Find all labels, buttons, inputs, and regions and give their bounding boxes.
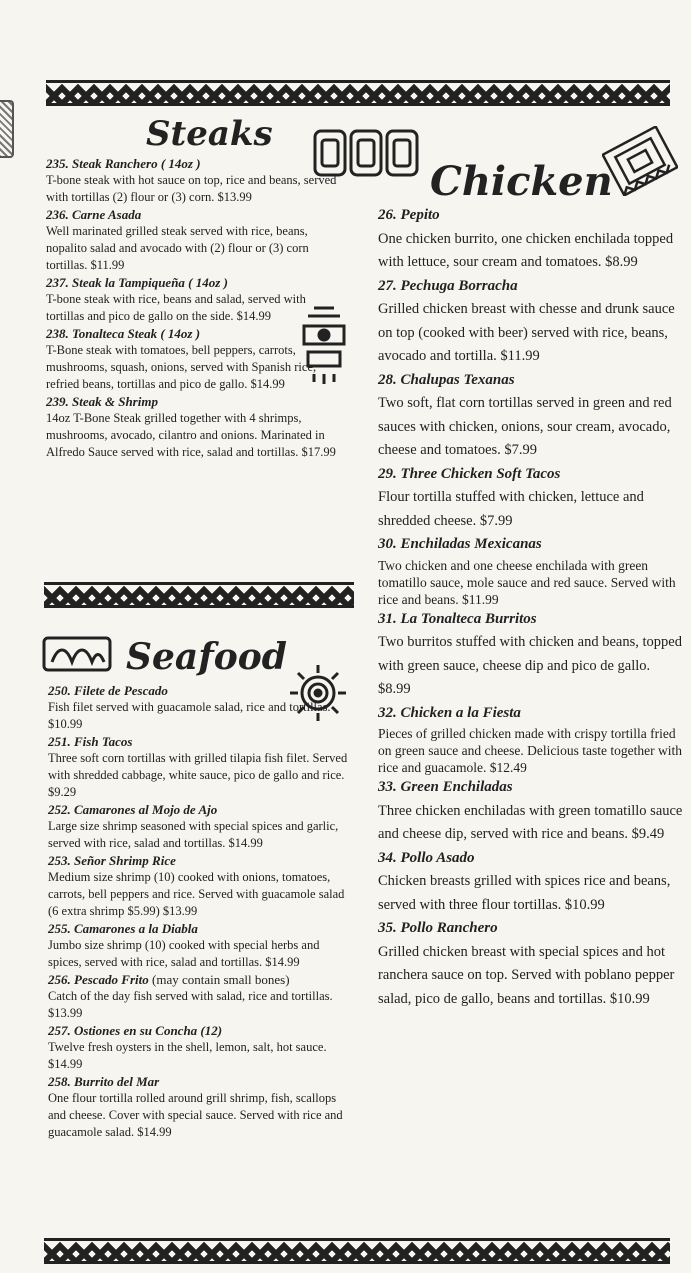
steaks-title: Steaks (146, 114, 273, 154)
menu-item-name-text: 257. Ostiones en su Concha (12) (48, 1023, 223, 1038)
menu-item-name-text: 258. Burrito del Mar (48, 1074, 160, 1089)
menu-item-name (48, 733, 356, 750)
menu-item-name (46, 155, 346, 172)
menu-item-name-text: 34. Pollo Asado (378, 849, 475, 866)
menu-item-name-text: 29. Three Chicken Soft Tacos (378, 465, 561, 482)
menu-item-name-text: 32. Chicken a la Fiesta (378, 704, 521, 721)
menu-item (378, 275, 684, 369)
menu-item-description: One chicken burrito, one chicken enchilada topped with lettuce, sour cream and tomatoes. $8.99 (378, 230, 674, 270)
menu-item (48, 1073, 356, 1141)
menu-item-description: Flour tortilla stuffed with chicken, lettuce and shredded cheese. $7.99 (378, 489, 644, 529)
chicken-list (378, 204, 684, 1011)
menu-item-name-text: 30. Enchiladas Mexicanas (378, 536, 542, 552)
seafood-list (48, 682, 356, 1141)
menu-item-name (378, 917, 684, 941)
menu-item-description: Two soft, flat corn tortillas served in green and red sauces with chicken, onions, sour cream, avocado, cheese and tomatoes. $7.99 (378, 395, 672, 458)
menu-item-name (378, 533, 684, 557)
menu-item-description: T-Bone steak with tomatoes, bell peppers, carrots, mushrooms, squash, onions, served with Spanish rice, refried beans, tortillas and pico de gallo. $14.99 (46, 343, 317, 391)
menu-item-name-text: 237. Steak la Tampiqueña ( 14oz ) (46, 275, 228, 290)
menu-item-name (48, 852, 356, 869)
menu-item-name-text: 31. La Tonalteca Burritos (378, 610, 537, 627)
steaks-seafood-divider-band (44, 582, 354, 608)
menu-item-name-text: 255. Camarones a la Diabla (48, 921, 198, 936)
menu-item-description: Well marinated grilled steak served with rice, beans, nopalito salad and avocado with (2) flour or (3) corn tortillas. $11.99 (46, 224, 309, 272)
menu-item-name (378, 204, 684, 228)
menu-item-description: One flour tortilla rolled around grill shrimp, fish, scallops and cheese. Cover with special sauce. Served with rice and guacamole salad. $14.99 (48, 1091, 343, 1139)
aztec-diamond-icon (602, 126, 678, 196)
menu-item-name (378, 847, 684, 871)
top-pattern-band (46, 80, 670, 106)
menu-item-description: Chicken breasts grilled with spices rice and beans, served with three flour tortillas. $10.99 (378, 873, 671, 913)
menu-item-description: Pieces of grilled chicken made with crispy tortilla fried on green sauce and cheese. Delicious taste together with rice and guacamole. $12.49 (378, 726, 683, 775)
steaks-list (46, 155, 346, 461)
menu-item-description: Three chicken enchiladas with green tomatillo sauce and cheese dip, served with rice and beans. $9.49 (378, 802, 683, 842)
menu-item-name (378, 702, 684, 726)
menu-item-description: Twelve fresh oysters in the shell, lemon, salt, hot sauce. $14.99 (48, 1040, 327, 1071)
menu-item (378, 702, 684, 777)
menu-item-name (48, 1073, 356, 1090)
menu-item-name (378, 463, 684, 487)
menu-item-name (378, 608, 684, 632)
menu-item-description: Large size shrimp seasoned with special spices and garlic, served with rice, salad and tortillas. $14.99 (48, 819, 339, 850)
menu-item-description: Two burritos stuffed with chicken and beans, topped with green sauce, cheese dip and pico de gallo. $8.99 (378, 634, 682, 697)
menu-item (378, 463, 684, 534)
menu-item (48, 971, 356, 1022)
chicken-title: Chicken (430, 158, 613, 205)
menu-item-name (46, 325, 346, 342)
menu-item (48, 1022, 356, 1073)
menu-item-name-text: 235. Steak Ranchero ( 14oz ) (46, 156, 201, 171)
menu-item-name-text: 238. Tonalteca Steak ( 14oz ) (46, 326, 201, 341)
menu-item (46, 155, 346, 206)
menu-item-description: 14oz T-Bone Steak grilled together with 4 shrimps, mushrooms, avocado, cilantro and onions. Marinated in Alfredo Sauce served with rice, salad and tortillas. $17.99 (46, 411, 336, 459)
menu-item-name (48, 801, 356, 818)
menu-item (378, 847, 684, 918)
menu-item (48, 852, 356, 920)
menu-item (48, 920, 356, 971)
menu-item (378, 776, 684, 847)
menu-item-name-text: 33. Green Enchiladas (378, 779, 513, 795)
menu-item-description: T-bone steak with rice, beans and salad, served with tortillas and pico de gallo on the side. $14.99 (46, 292, 306, 323)
menu-item-name-text: 28. Chalupas Texanas (378, 371, 515, 388)
menu-item-description: Medium size shrimp (10) cooked with onions, tomatoes, carrots, bell peppers and rice. Served with guacamole salad (6 extra shrimp $5.99) $13.99 (48, 870, 345, 918)
menu-item-description: Two chicken and one cheese enchilada with green tomatillo sauce, mole sauce and red sauce. Served with rice and beans. $11.99 (378, 557, 676, 607)
menu-item-name-text: 251. Fish Tacos (48, 734, 133, 749)
menu-item-name (378, 776, 684, 800)
aztec-wave-icon (42, 636, 112, 672)
menu-item-description: Three soft corn tortillas with grilled tilapia fish filet. Served with shredded cabbage, white sauce, pico de gallo and rice. $9.29 (48, 751, 348, 799)
menu-item-name (48, 971, 356, 988)
page-edge-mark (0, 100, 14, 158)
menu-item (378, 204, 684, 275)
menu-item-name (46, 274, 346, 291)
menu-item (48, 682, 356, 733)
menu-item-name (378, 275, 684, 299)
menu-item (46, 393, 346, 461)
menu-item (378, 608, 684, 702)
menu-item-name-text: 256. Pescado Frito (48, 972, 149, 987)
menu-item (378, 369, 684, 463)
menu-item-name (378, 369, 684, 393)
menu-item (378, 533, 684, 608)
menu-item (378, 917, 684, 1011)
menu-item-name (46, 206, 346, 223)
menu-item-name-text: 27. Pechuga Borracha (378, 277, 518, 294)
menu-item-description: Catch of the day fish served with salad, rice and tortillas. $13.99 (48, 989, 333, 1020)
menu-item-name-text: 35. Pollo Ranchero (378, 920, 498, 936)
menu-item-name (48, 1022, 356, 1039)
menu-item-name-text: 253. Señor Shrimp Rice (48, 853, 176, 868)
menu-item-description: Jumbo size shrimp (10) cooked with special herbs and spices, served with rice, salad and tortillas. $14.99 (48, 938, 320, 969)
menu-item-description: Grilled chicken breast with chesse and drunk sauce on top (cooked with beer) served with rice, beans, avocado and tortilla. $11.99 (378, 301, 675, 364)
menu-item-name-text: 252. Camarones al Mojo de Ajo (48, 802, 218, 817)
menu-item-name-text: 250. Filete de Pescado (48, 683, 168, 698)
menu-item (46, 325, 346, 393)
menu-item-description: Grilled chicken breast with special spices and hot ranchera sauce on top. Served with poblano pepper salad, pico de gallo, beans and tortillas. $10.99 (378, 943, 675, 1007)
menu-item-name-text: 239. Steak & Shrimp (46, 394, 158, 409)
menu-item-name (48, 682, 356, 699)
menu-item-name-note: (may contain small bones) (152, 972, 290, 987)
menu-item (46, 274, 346, 325)
menu-item-name (46, 393, 346, 410)
menu-item-description: T-bone steak with hot sauce on top, rice and beans, served with tortillas (2) flour or (3) corn. $13.99 (46, 173, 337, 204)
menu-item (48, 733, 356, 801)
seafood-title: Seafood (126, 636, 287, 678)
menu-item (46, 206, 346, 274)
menu-item-description: Fish filet served with guacamole salad, rice and tortillas. $10.99 (48, 700, 331, 731)
menu-item-name (48, 920, 356, 937)
menu-item (48, 801, 356, 852)
menu-item-name-text: 236. Carne Asada (46, 207, 142, 222)
bottom-pattern-band (44, 1238, 670, 1264)
menu-item-name-text: 26. Pepito (378, 207, 440, 223)
